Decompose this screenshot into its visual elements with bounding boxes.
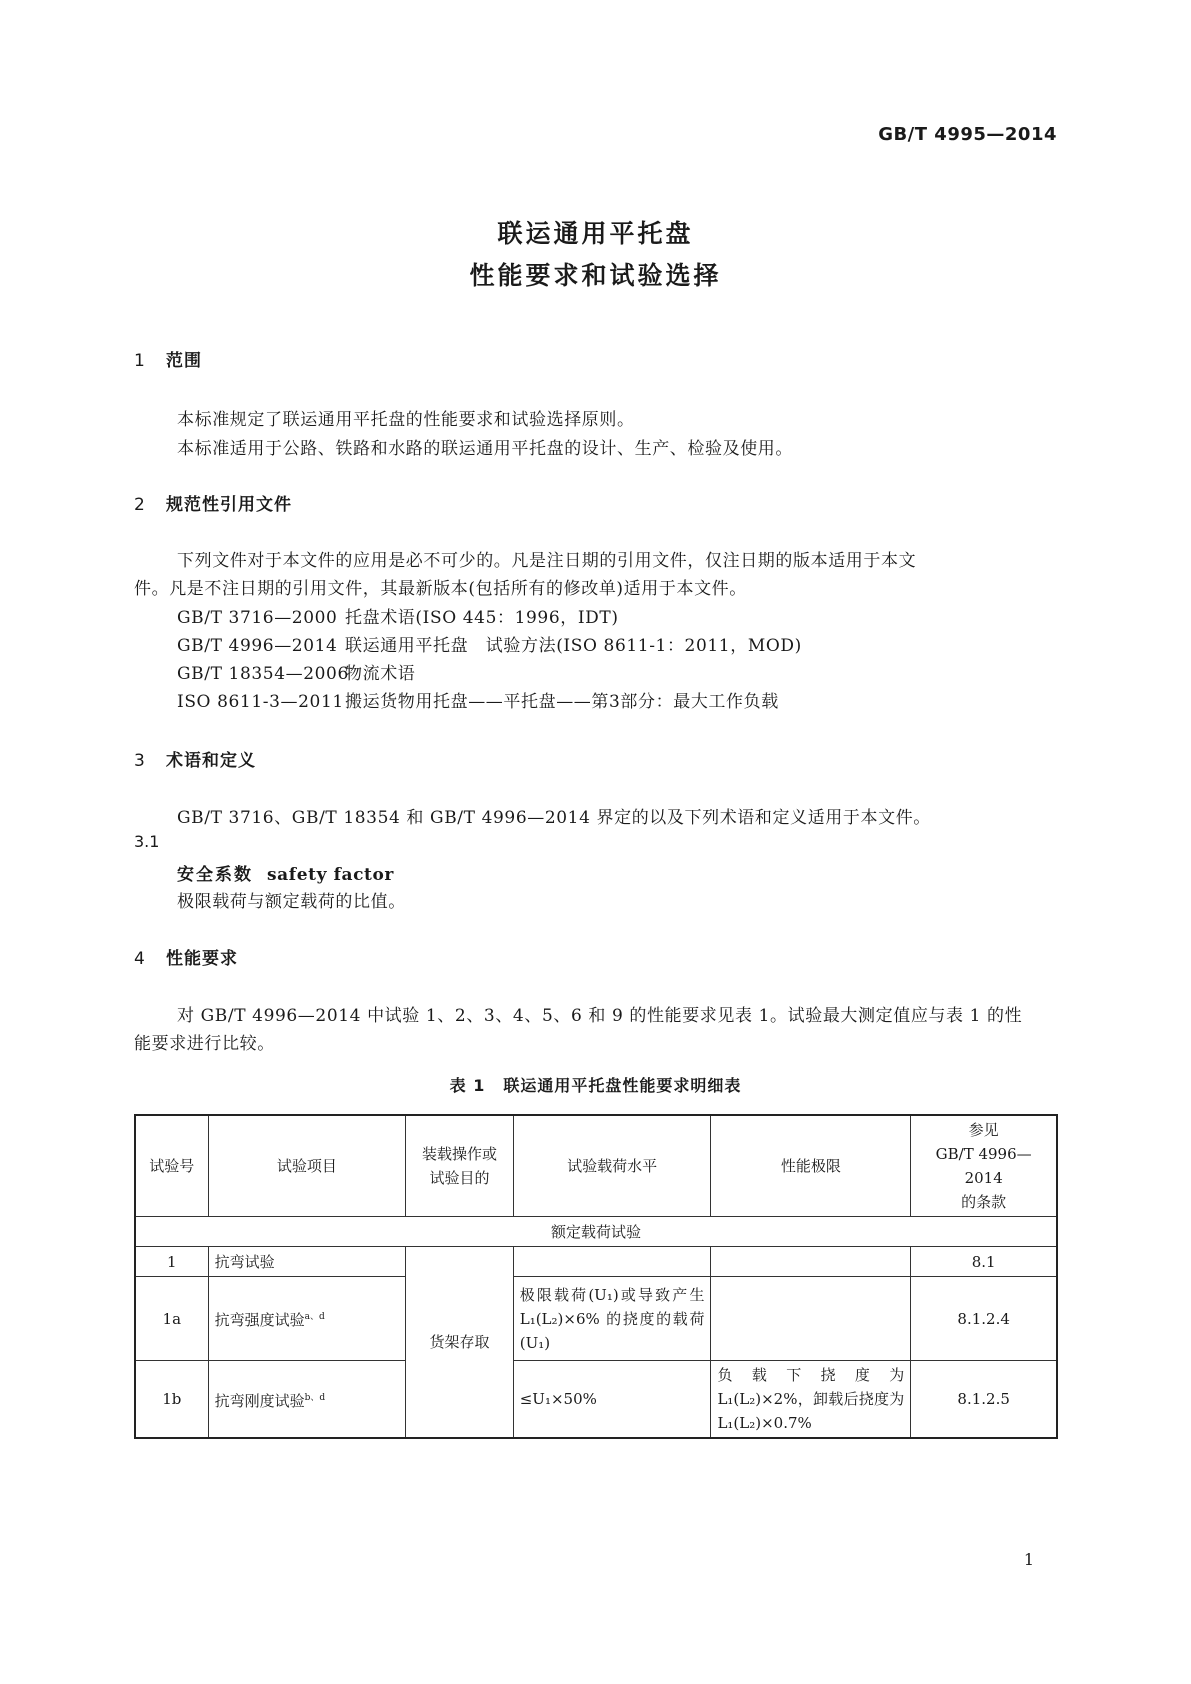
header-test-number: 试验号: [135, 1115, 208, 1217]
cell-load-level: [513, 1247, 711, 1277]
reference-code: GB/T 18354—2006: [177, 664, 349, 684]
reference-item: [177, 687, 779, 712]
reference-code: GB/T 3716—2000: [177, 608, 338, 628]
reference-code: ISO 8611-3—2011: [177, 692, 344, 712]
header-operation-line1: 装载操作或: [422, 1145, 498, 1163]
term-definition: 极限载荷与额定载荷的比值。: [177, 892, 406, 912]
cell-operation: 货架存取: [406, 1247, 513, 1439]
group-label: 额定载荷试验: [135, 1217, 1057, 1247]
header-reference-line3: 的条款: [961, 1193, 1007, 1211]
standard-number: GB/T 4995—2014: [878, 124, 1057, 145]
cell-performance-limit: [711, 1247, 911, 1277]
table-row: [135, 1247, 1057, 1277]
page-number: 1: [1023, 1550, 1034, 1569]
scope-paragraph-2: 本标准适用于公路、铁路和水路的联运通用平托盘的设计、生产、检验及使用。: [177, 439, 793, 459]
term-entry: [177, 860, 394, 885]
term-chinese: 安全系数: [177, 865, 253, 885]
cell-reference: 8.1.2.5: [911, 1361, 1057, 1439]
header-reference-line2: GB/T 4996—2014: [935, 1145, 1032, 1187]
reference-title: 联运通用平托盘 试验方法(ISO 8611-1：2011，MOD): [345, 636, 802, 656]
cell-test-number: 1b: [135, 1361, 208, 1439]
reference-item: [177, 603, 619, 628]
cell-test-item: 抗弯试验: [208, 1247, 406, 1277]
term-english: safety factor: [267, 865, 394, 885]
footnote-mark: a、d: [304, 1312, 325, 1322]
cell-load-level: ≤U₁×50%: [513, 1361, 711, 1439]
document-title-line2: 性能要求和试验选择: [469, 261, 722, 290]
reference-code: GB/T 4996—2014: [177, 636, 338, 656]
reference-item: [177, 631, 802, 656]
table-caption-number: 表 1: [449, 1076, 486, 1095]
references-intro-line1: 下列文件对于本文件的应用是必不可少的。凡是注日期的引用文件，仅注日期的版本适用于本文: [177, 551, 917, 571]
performance-paragraph-line2: 能要求进行比较。: [134, 1034, 275, 1054]
reference-title: 物流术语: [345, 664, 416, 684]
reference-title: 托盘术语(ISO 445：1996，IDT): [345, 608, 619, 628]
section-3-heading: [134, 746, 256, 771]
footnote-mark: b、d: [304, 1392, 326, 1403]
cell-reference: 8.1: [911, 1247, 1057, 1277]
document-title-line1: 联运通用平托盘: [497, 219, 694, 248]
header-reference-clause: [911, 1115, 1057, 1217]
cell-load-level: 极限载荷(U₁)或导致产生 L₁(L₂)×6% 的挠度的载荷(U₁): [513, 1277, 711, 1361]
term-number: 3.1: [134, 832, 160, 851]
table-row: [135, 1277, 1057, 1361]
table-group-row: [135, 1217, 1057, 1247]
header-test-item: 试验项目: [208, 1115, 406, 1217]
header-operation: [406, 1115, 513, 1217]
scope-paragraph-1: 本标准规定了联运通用平托盘的性能要求和试验选择原则。: [177, 410, 635, 430]
cell-performance-limit: 负载下挠度为 L₁(L₂)×2%，卸载后挠度为 L₁(L₂)×0.7%: [711, 1361, 911, 1439]
cell-test-number: 1a: [135, 1277, 208, 1361]
section-number: 2: [134, 495, 146, 515]
terms-intro: GB/T 3716、GB/T 18354 和 GB/T 4996—2014 界定的以及下列术语和定义适用于本文件。: [177, 808, 931, 828]
test-item-text: 抗弯刚度试验: [214, 1391, 305, 1410]
cell-performance-limit: [711, 1277, 911, 1361]
header-operation-line2: 试验目的: [429, 1169, 490, 1187]
table-row: [135, 1361, 1057, 1439]
header-load-level: 试验载荷水平: [513, 1115, 711, 1217]
section-title: 范围: [166, 351, 202, 371]
performance-table: [134, 1114, 1058, 1439]
header-performance-limit: 性能极限: [711, 1115, 911, 1217]
test-item-text: 抗弯强度试验: [214, 1311, 305, 1329]
reference-item: [177, 659, 415, 684]
section-2-heading: [134, 490, 292, 515]
section-number: 1: [134, 351, 146, 371]
table-caption: [0, 1073, 1191, 1096]
table-caption-title: 联运通用平托盘性能要求明细表: [503, 1076, 742, 1095]
section-title: 性能要求: [166, 949, 238, 969]
cell-test-item: [208, 1361, 406, 1439]
table-header-row: [135, 1115, 1057, 1217]
section-title: 术语和定义: [166, 751, 256, 771]
cell-test-number: 1: [135, 1247, 208, 1277]
performance-paragraph-line1: 对 GB/T 4996—2014 中试验 1、2、3、4、5、6 和 9 的性能要求见表 1。试验最大测定值应与表 1 的性: [177, 1006, 1023, 1026]
cell-reference: 8.1.2.4: [911, 1277, 1057, 1361]
section-number: 3: [134, 751, 146, 771]
section-1-heading: [134, 346, 202, 371]
section-number: 4: [134, 949, 146, 969]
reference-title: 搬运货物用托盘——平托盘——第3部分：最大工作负载: [345, 692, 779, 712]
references-intro-line2: 件。凡是不注日期的引用文件，其最新版本(包括所有的修改单)适用于本文件。: [134, 579, 747, 599]
cell-test-item: [208, 1277, 406, 1361]
section-title: 规范性引用文件: [166, 495, 292, 515]
section-4-heading: [134, 944, 238, 969]
header-reference-line1: 参见: [968, 1121, 999, 1139]
